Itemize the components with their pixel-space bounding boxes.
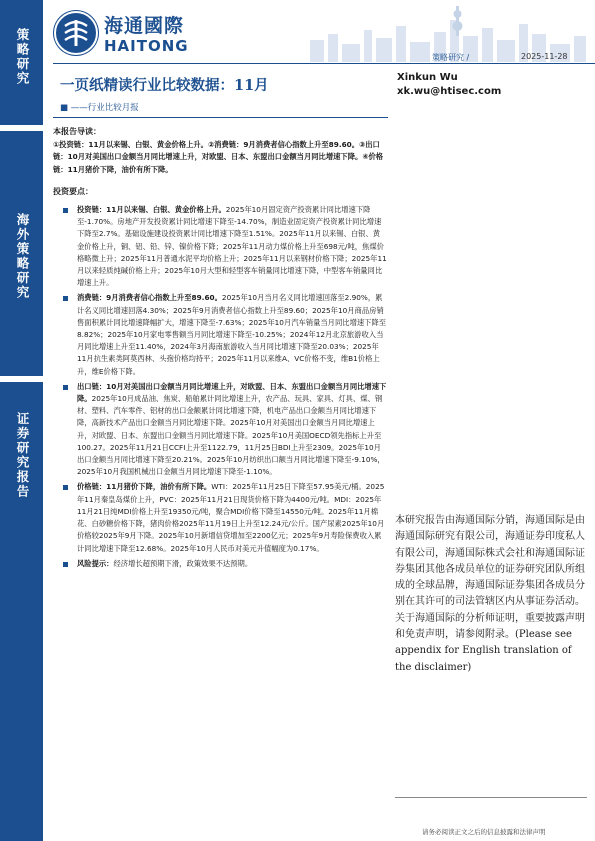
report-subtitle: ■ ——行业比较月报 bbox=[60, 103, 139, 113]
key-point-lead: 价格链：11月猪价下降，油价有所下降。 bbox=[77, 482, 212, 492]
key-point-lead: 风险提示： bbox=[77, 558, 114, 568]
key-points-list bbox=[53, 204, 387, 570]
key-point-price-chain bbox=[53, 481, 387, 554]
author-email[interactable]: xk.wu@htisec.com bbox=[397, 86, 502, 97]
footer-notice: 请务必阅读正文之后的信息披露和法律声明 bbox=[422, 828, 546, 836]
report-date: 2025-11-28 bbox=[521, 52, 568, 61]
sidebar-block-report bbox=[0, 382, 43, 841]
key-point-body: WTI：2025年11月25日下降至57.95美元/桶。2025年11月秦皇岛煤价上升，PVC：2025年11月21日现货价格下降为4400元/吨。MDI：2025年11月21日纯MDI价格上升至19350元/吨，聚合MDI价格下降至14550元/吨。2025年11月棉花、白砂糖价格下降，猪肉价格2025年11月19日上升至12.24元/公斤。国产尿素2025年10月价格较2025年9月下降。2025年10月新增信贷增加至2200亿元；2025年9月寿险保费收入累计同比增速下降至12.68%。2025年10月人民币对美元升值幅度为0.17%。 bbox=[77, 482, 385, 553]
key-point-export-chain bbox=[53, 381, 387, 479]
haitong-logo-icon bbox=[53, 10, 99, 56]
sidebar-label-strategy: 策略研究 bbox=[15, 28, 30, 86]
report-category: 策略研究 / bbox=[432, 53, 470, 62]
header-divider bbox=[53, 63, 595, 64]
author-name: Xinkun Wu bbox=[397, 72, 458, 83]
sidebar-block-overseas bbox=[0, 131, 43, 376]
logo-chinese-name: 海通國際 bbox=[104, 15, 185, 37]
disclaimer-text: 本研究报告由海通国际分销，海通国际是由海通国际研究有限公司，海通证券印度私人有限公司，海通国际株式会社和海通国际证券集团其他各成员单位的证券研究团队所组成的全球品牌，海通国际证券集团各成员分别在其许可的司法管辖区内从事证券活动。关于海通国际的分析师证明，重要披露声明和免责声明，请参阅附录。(Please see appendix for English translation of the disclaimer) bbox=[395, 515, 585, 673]
key-point-lead: 出口链：10月对美国出口金额当月同比增速上升，对欧盟、日本、东盟出口金额当月同比增速下降。 bbox=[77, 381, 387, 404]
title-divider bbox=[53, 117, 388, 118]
sidebar-block-strategy bbox=[0, 0, 43, 125]
key-point-risk bbox=[53, 558, 387, 570]
key-point-consumption-chain bbox=[53, 292, 387, 377]
key-points-heading: 投资要点： bbox=[53, 186, 93, 196]
sidebar-label-report: 证券研究报告 bbox=[15, 412, 30, 499]
footer-divider bbox=[395, 797, 587, 798]
key-point-investment-chain bbox=[53, 204, 387, 289]
key-point-body: 2025年10月成品油、焦炭、船舶累计同比增速上升，农产品、玩具、家具、灯具、煤、钢材、塑料、汽车零件、铝材的出口金额累计同比增速下降，机电产品出口金额当月同比增速下降，高新技术产品出口金额当月同比增速下降。2025年10月对美国出口金额当月同比增速上升，对欧盟、日本、东盟出口金额当月同比增速下降。2025年10月美国OECD领先指标上升至100.27。2025年11月21日CCFI上升至1122.79，11月25日BDI上升至2309。2025年10月出口金额当月同比增速下降至20.21%。2025年10月纺织出口额当月同比增速下降至-9.10%，2025年10月我国机械出口金额当月同比增速下降至-1.10%。 bbox=[77, 394, 385, 477]
key-point-body: 2025年10月固定资产投资累计同比增速下降至-1.70%。房地产开发投资累计同比增速下降至-14.70%，制造业固定资产投资累计同比增速下降至2.7%。基础设施建设投资累计同比增速下降至1.51%。2025年11月以来锡、白银、黄金价格上升，铜、铝、铅、锌、镍价格下降；2025年11月动力煤价格上升至698元/吨，焦煤价格略微上升；2025年11月普通水泥平均价格上升；2025年11月以来钢材价格下降；2025年11月以来轻质纯碱价格上升；2025年10月大型和轻型客车销量同比增速下降，中型客车销量同比增速上升。 bbox=[77, 205, 387, 288]
sidebar-label-overseas: 海外策略研究 bbox=[15, 213, 30, 300]
logo-english-name: HAITONG bbox=[104, 37, 189, 55]
key-point-lead: 投资链：11月以来锡、白银、黄金价格上升。 bbox=[77, 205, 226, 215]
key-point-body: 经济增长超预期下滑，政策效果不达预期。 bbox=[113, 558, 253, 568]
report-body bbox=[53, 126, 387, 573]
key-point-lead: 消费链：9月消费者信心指数上升至89.60。 bbox=[77, 293, 222, 303]
guide-text: ①投资链：11月以来锡、白银、黄金价格上升。②消费链：9月消费者信心指数上升至89.60。③出口链：10月对美国出口金额当月同比增速上升，对欧盟、日本、东盟出口金额当月同比增速下降。④价格链：11月猪价下降，油价有所下降。 bbox=[53, 140, 384, 174]
key-point-body: 2025年10月当月名义同比增速回落至2.90%，累计名义同比增速回落4.30%；2025年9月消费者信心指数上升至89.60；2025年10月商品房销售面积累计同比增速降幅扩大，增速下降至-7.63%；2025年10月汽车销量当月同比增速下降至8.82%；2025年10月家电零售额当月同比增速下降至-10.25%；2024年12月北京旅游收入当月同比增速上升至11.40%，2024年3月海南旅游收入当月同比增速下降至20.03%；2025年11月抗生素类阿莫西林、头孢价格均持平；2025年11月以来维A、VC价格不变，维B1价格上升，维E价格下降。 bbox=[77, 293, 387, 376]
report-title: 一页纸精读行业比较数据：11月 bbox=[60, 77, 269, 94]
guide-heading: 本报告导读： bbox=[53, 127, 101, 136]
